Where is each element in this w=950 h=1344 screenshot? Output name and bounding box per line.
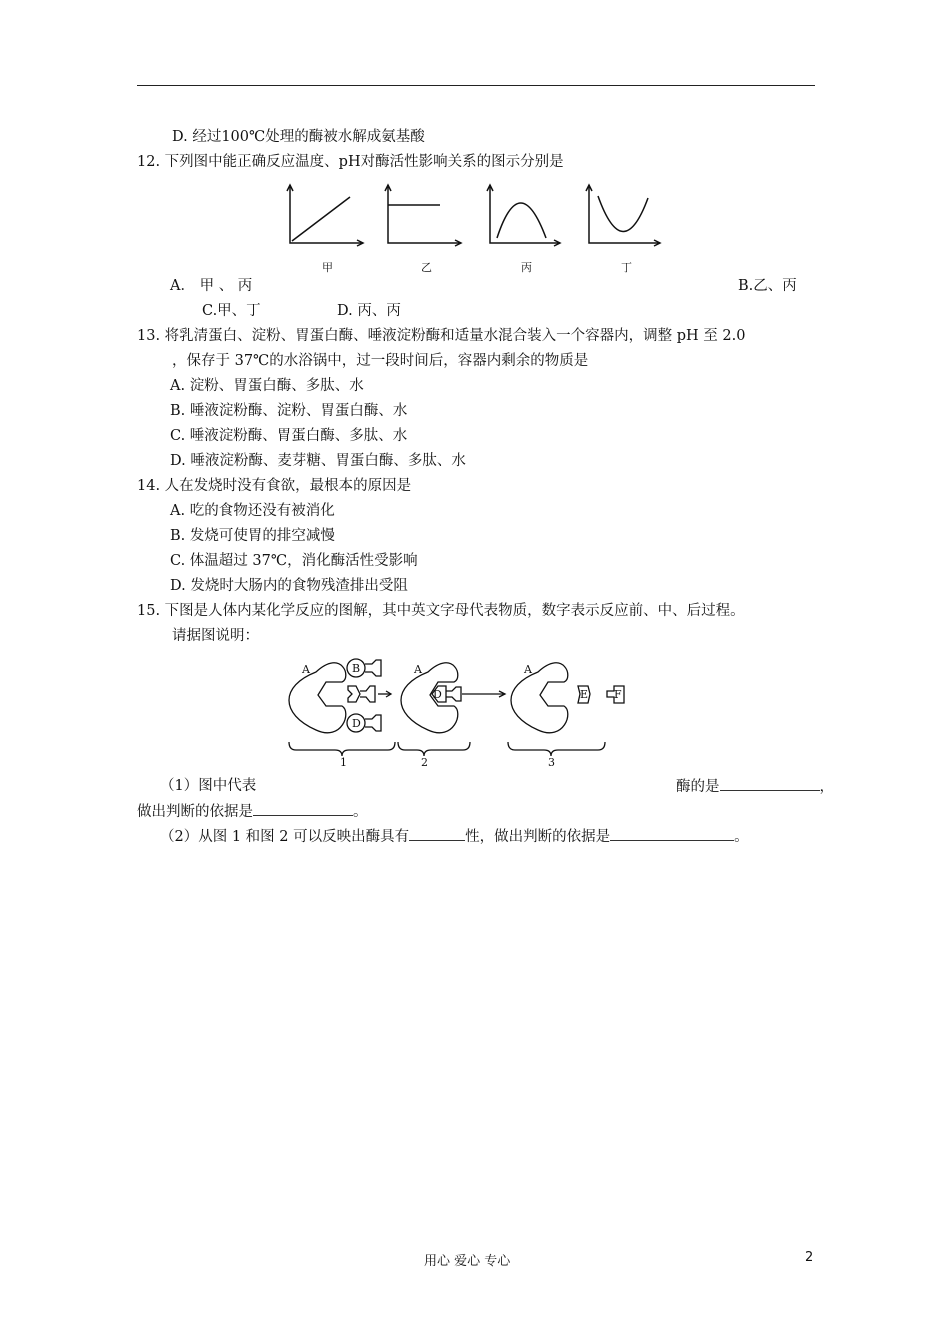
- q15-stem-line1: 15. 下图是人体内某化学反应的图解，其中英文字母代表物质，数字表示反应前、中、后过程。: [137, 603, 745, 619]
- answer-blank-basis-1[interactable]: [253, 801, 353, 816]
- graph-label-ding: 丁: [621, 261, 632, 274]
- header-rule: [137, 85, 815, 86]
- q15-part1-comma: ，: [819, 779, 834, 795]
- enzyme-a-shape-2: [401, 663, 458, 733]
- q11-option-d: D. 经过100℃处理的酶被水解成氨基酸: [172, 129, 425, 145]
- label-d-1: D: [352, 717, 361, 730]
- q15-part1-prefix: （1）图中代表: [160, 778, 257, 794]
- q15-part2-basis-label: 性，做出判断的依据是: [465, 829, 611, 845]
- q12-stem: 12. 下列图中能正确反应温度、pH对酶活性影响关系的图示分别是: [137, 154, 564, 170]
- q13-stem-line2: ，保存于 37℃的水浴锅中，过一段时间后，容器内剩余的物质是: [172, 353, 589, 369]
- label-a-2: A: [414, 663, 422, 676]
- q14-option-b: B. 发烧可使胃的排空减慢: [170, 528, 335, 544]
- q14-option-a: A. 吃的食物还没有被消化: [170, 503, 335, 519]
- graph-label-yi: 乙: [421, 261, 432, 274]
- label-d-2: D: [433, 688, 442, 701]
- enzyme-a-shape-1: [289, 663, 346, 733]
- q15-part2-label: （2）从图 1 和图 2 可以反映出酶具有: [160, 829, 410, 845]
- q15-stem-line2: 请据图说明：: [172, 628, 259, 644]
- substrate-c-shape: [348, 686, 360, 702]
- step-label-3: 3: [548, 756, 555, 769]
- graph-label-bing: 丙: [521, 261, 532, 274]
- answer-blank-enzyme[interactable]: [720, 776, 820, 791]
- q13-option-a: A. 淀粉、胃蛋白酶、多肽、水: [170, 378, 364, 394]
- q15-part1-enzyme-question: [676, 776, 834, 797]
- q12-option-b: B.乙、丙: [738, 278, 797, 294]
- footer-motto: 用心 爱心 专心: [424, 1254, 511, 1269]
- q15-part2: [160, 826, 749, 847]
- q12-graphs: [280, 180, 670, 275]
- label-e: E: [580, 688, 589, 701]
- q15-part1-basis: [137, 801, 368, 822]
- graph-ding-curve: [598, 196, 648, 232]
- q15-part2-period: 。: [734, 829, 749, 845]
- q12-option-a: A． 甲 、 丙: [170, 278, 253, 294]
- label-a-1: A: [302, 663, 310, 676]
- graph-bing-curve: [497, 203, 546, 238]
- label-f: F: [614, 688, 622, 701]
- answer-blank-property[interactable]: [409, 826, 465, 841]
- q15-part1-period: 。: [353, 804, 368, 820]
- q12-option-c: C.甲、丁: [202, 303, 261, 319]
- enzyme-a-shape-3: [511, 663, 568, 733]
- graph-jia-line: [292, 197, 350, 241]
- enzyme-reaction-diagram: [280, 650, 650, 772]
- step-label-2: 2: [421, 756, 428, 769]
- q15-part1-basis-label: 做出判断的依据是: [137, 804, 253, 820]
- q15-part1-enzyme-label: 酶的是: [676, 779, 720, 795]
- answer-blank-basis-2[interactable]: [610, 826, 734, 841]
- q14-option-c: C. 体温超过 37℃，消化酶活性受影响: [170, 553, 418, 569]
- q13-option-d: D. 唾液淀粉酶、麦芽糖、胃蛋白酶、多肽、水: [170, 453, 466, 469]
- label-b: B: [352, 662, 361, 675]
- q13-stem-line1: 13. 将乳清蛋白、淀粉、胃蛋白酶、唾液淀粉酶和适量水混合装入一个容器内，调整 pH 至 2.0: [137, 328, 746, 344]
- q14-option-d: D. 发烧时大肠内的食物残渣排出受阻: [170, 578, 408, 594]
- label-a-3: A: [524, 663, 532, 676]
- q12-option-d: D. 丙、丙: [337, 303, 401, 319]
- q13-option-b: B. 唾液淀粉酶、淀粉、胃蛋白酶、水: [170, 403, 408, 419]
- page-number: 2: [805, 1250, 814, 1265]
- q13-option-c: C. 唾液淀粉酶、胃蛋白酶、多肽、水: [170, 428, 408, 444]
- q14-stem: 14. 人在发烧时没有食欲，最根本的原因是: [137, 478, 412, 494]
- step-label-1: 1: [340, 756, 347, 769]
- graph-label-jia: 甲: [322, 261, 333, 274]
